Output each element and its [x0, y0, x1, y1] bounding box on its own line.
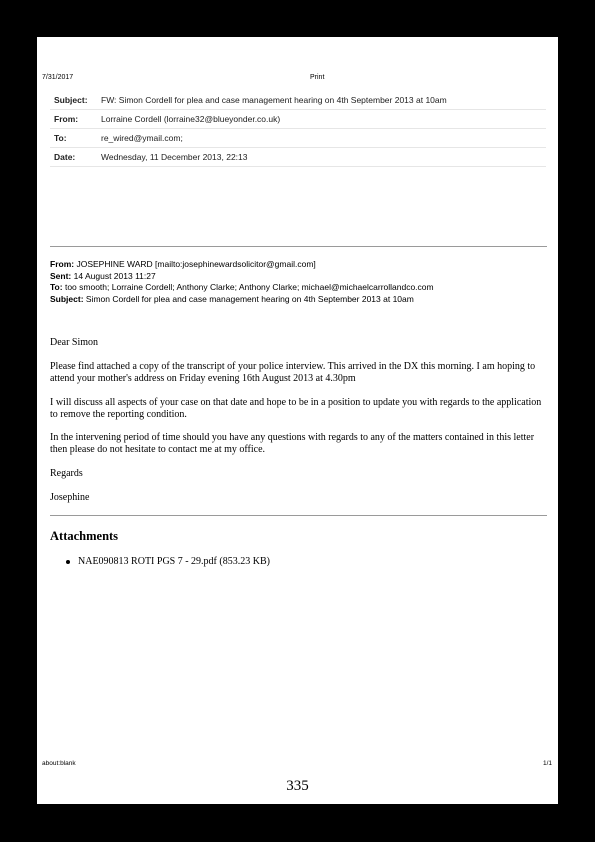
attachment-filename[interactable]: NAE090813 ROTI PGS 7 - 29.pdf (853.23 KB) [78, 556, 270, 567]
from-value: Lorraine Cordell (lorraine32@blueyonder.co.uk) [101, 110, 546, 129]
forwarded-sent-value: 14 August 2013 11:27 [73, 270, 156, 281]
forwarded-to [50, 282, 547, 294]
to-value: re_wired@ymail.com; [101, 129, 546, 148]
page-number: 335 [286, 778, 309, 794]
from-label: From: [50, 110, 101, 129]
greeting: Dear Simon [50, 337, 99, 348]
print-date: 7/31/2017 [42, 74, 74, 81]
date-label: Date: [50, 148, 101, 167]
to-label: To: [50, 129, 101, 148]
paragraph-1: Please find attached a copy of the transcript of your police interview. This arrived in the DX this morning. I am hoping to attend your mother's address on Friday evening 16th August 2013 at 4.30pm [50, 361, 536, 384]
print-title: Print [310, 74, 325, 81]
print-footer-page: 1/1 [543, 760, 553, 767]
forwarded-from [50, 259, 547, 271]
forwarded-from-label: From: [50, 259, 75, 269]
subject-label: Subject: [50, 91, 101, 110]
print-footer-url: about:blank [42, 760, 76, 767]
forwarded-subject [50, 294, 547, 306]
forwarded-sent-label: Sent: [50, 270, 72, 281]
printed-page [37, 37, 558, 804]
date-value: Wednesday, 11 December 2013, 22:13 [101, 148, 546, 167]
closing: Regards [50, 468, 83, 479]
forwarded-to-value: too smooth; Lorraine Cordell; Anthony Clarke; Anthony Clarke; michael@michaelcarrollandco.com [64, 282, 434, 292]
forwarded-subject-value: Simon Cordell for plea and case management hearing on 4th September 2013 at 10am [85, 293, 414, 304]
email-header-table [50, 91, 546, 167]
subject-row [50, 91, 546, 110]
forwarded-sent [50, 271, 547, 283]
forwarded-to-label: To: [50, 282, 63, 292]
divider-bottom [50, 515, 547, 516]
from-row [50, 110, 546, 129]
forwarded-from-value: JOSEPHINE WARD [mailto:josephinewardsolicitor@gmail.com] [76, 259, 316, 269]
forwarded-header [50, 259, 547, 305]
forwarded-subject-label: Subject: [50, 293, 84, 304]
date-row [50, 148, 546, 167]
signature: Josephine [50, 492, 90, 503]
paragraph-2: I will discuss all aspects of your case on that date and hope to be in a position to update you with regards to the application to remove the reporting condition. [50, 397, 542, 420]
subject-value: FW: Simon Cordell for plea and case management hearing on 4th September 2013 at 10am [101, 91, 546, 110]
paragraph-3: In the intervening period of time should you have any questions with regards to any of the matters contained in this letter then please do not hesitate to contact me at my office. [50, 432, 535, 455]
divider-top [50, 246, 547, 247]
attachment-item[interactable] [66, 556, 270, 567]
bullet-icon [66, 560, 70, 564]
attachments-title: Attachments [50, 529, 119, 543]
to-row [50, 129, 546, 148]
